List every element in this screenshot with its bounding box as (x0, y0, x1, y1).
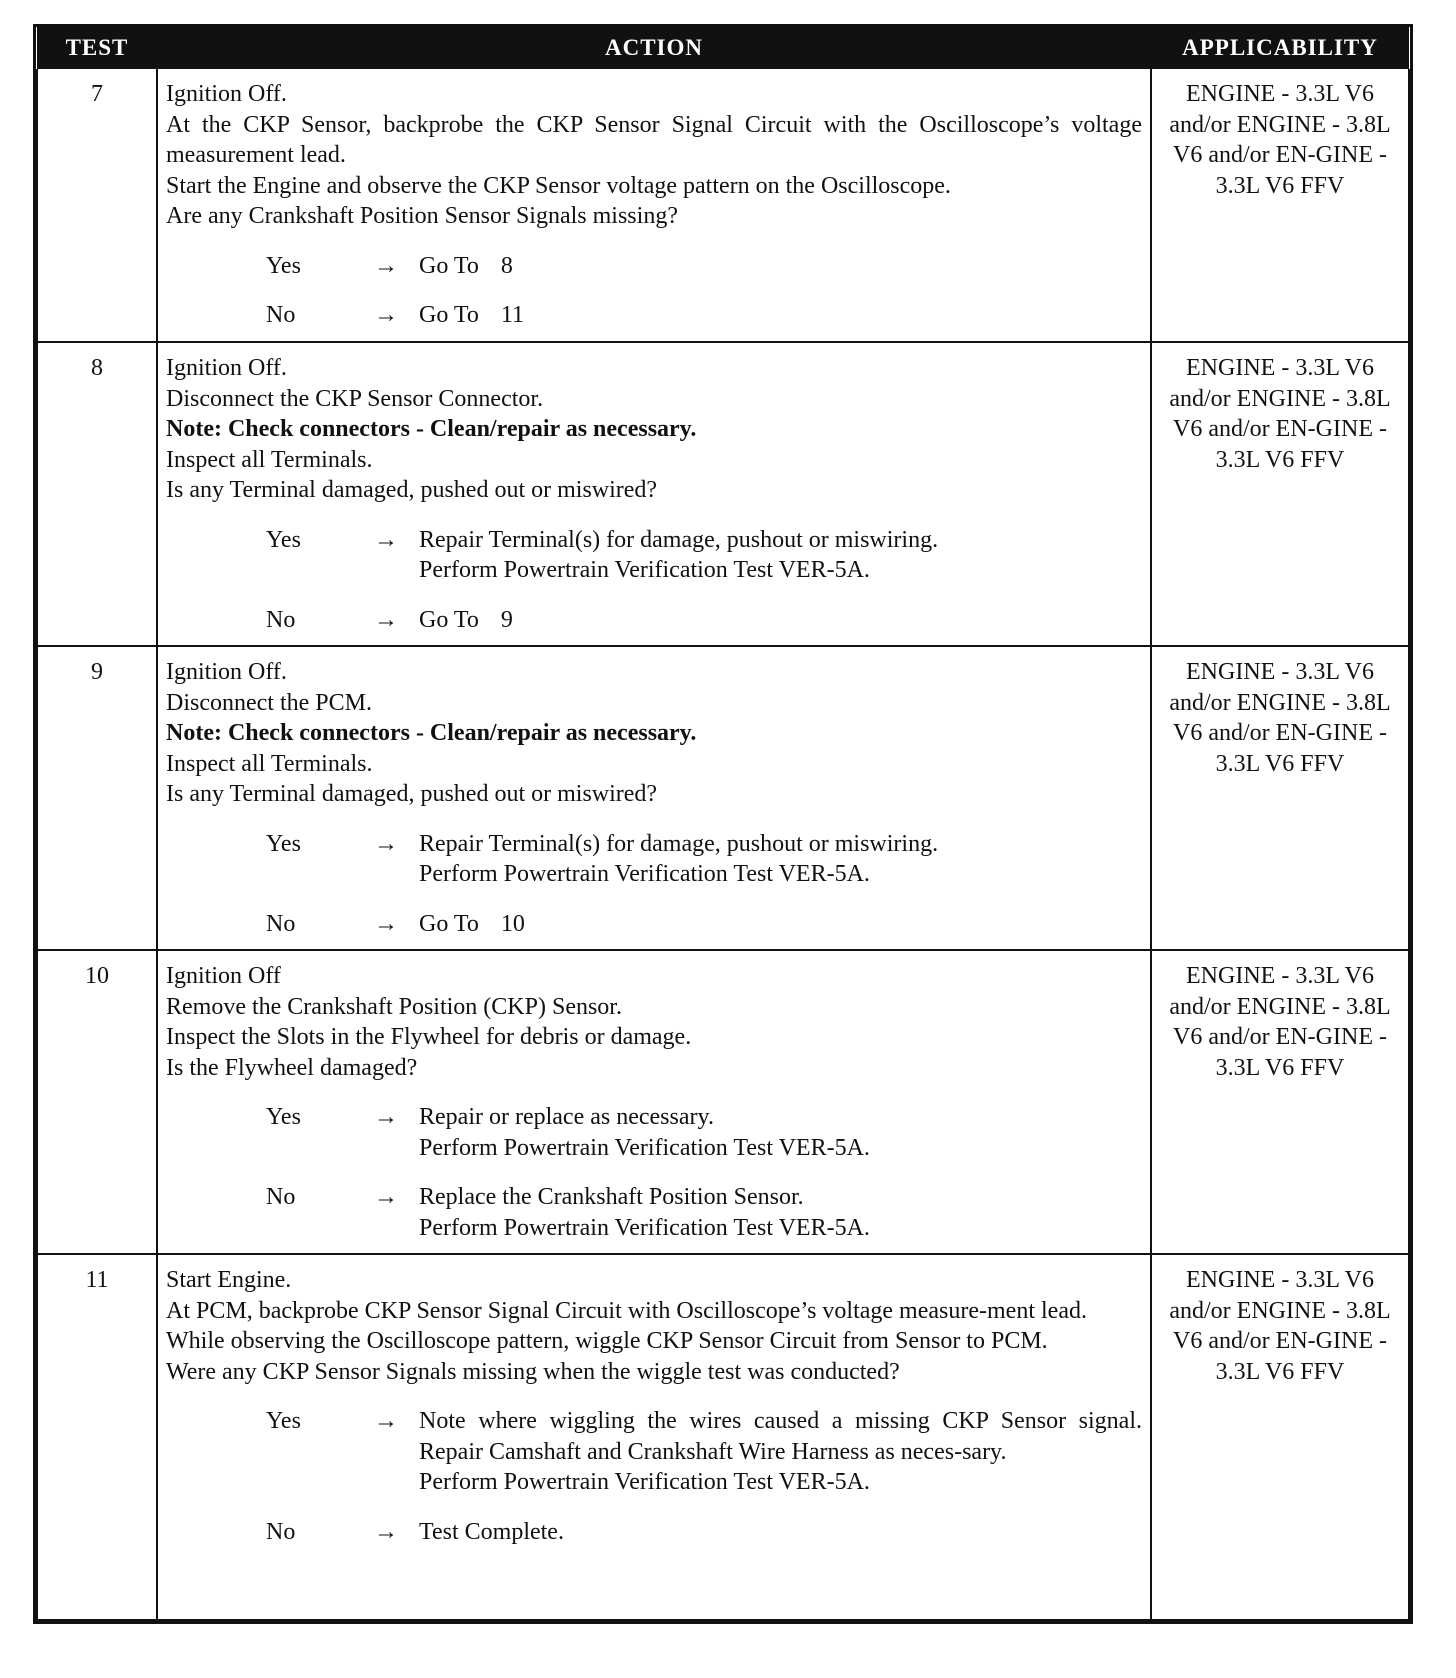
action-note: Note: Check connectors - Clean/repair as necessary. (166, 416, 697, 442)
action-step: Ignition Off (166, 963, 281, 989)
action-step: Inspect the Slots in the Flywheel for debris or damage. (166, 1024, 692, 1050)
no-result (419, 1517, 1142, 1548)
action-note: Note: Check connectors - Clean/repair as necessary. (166, 720, 697, 746)
action-cell (157, 342, 1151, 646)
action-step: Disconnect the PCM. (166, 689, 372, 716)
arrow-icon: → (374, 1518, 398, 1545)
result-line: Repair or replace as necessary. (419, 1104, 714, 1130)
applicability-cell: ENGINE - 3.3L V6 and/or ENGINE - 3.8L V6 and/or EN-GINE - 3.3L V6 FFV (1151, 950, 1409, 1254)
no-label: No (266, 1184, 296, 1210)
goto-target: 8 (500, 252, 513, 279)
applicability-cell: ENGINE - 3.3L V6 and/or ENGINE - 3.8L V6 and/or EN-GINE - 3.3L V6 FFV (1151, 1254, 1409, 1620)
arrow-icon: → (374, 302, 398, 328)
goto-target: 11 (500, 302, 524, 328)
no-outcome (166, 300, 1142, 331)
no-label: No (266, 606, 296, 633)
goto-text: Go To (419, 302, 479, 328)
yes-outcome (166, 1102, 1142, 1163)
header-test: TEST (37, 27, 157, 69)
arrow-icon: → (374, 526, 398, 553)
yes-result (419, 1102, 1142, 1163)
action-step: Disconnect the CKP Sensor Connector. (166, 385, 544, 412)
table-row (37, 69, 1409, 342)
result-line: Perform Powertrain Verification Test VER-5A. (419, 557, 870, 583)
goto-target: 9 (500, 606, 513, 633)
no-label: No (266, 1518, 296, 1545)
no-result (419, 909, 1142, 940)
yes-result (419, 829, 1142, 890)
no-result (419, 605, 1142, 636)
action-step: At the CKP Sensor, backprobe the CKP Sensor Signal Circuit with the Oscilloscope’s voltage measurement lead. (166, 111, 1148, 168)
action-step: Ignition Off. (166, 659, 287, 685)
no-result (419, 300, 1142, 331)
action-step: Is any Terminal damaged, pushed out or miswired? (166, 781, 658, 807)
goto-text: Go To (419, 910, 479, 937)
result-line: Test Complete. (419, 1518, 564, 1545)
action-step: Ignition Off. (166, 355, 287, 381)
yes-result (419, 1406, 1148, 1498)
result-line: Perform Powertrain Verification Test VER-5A. (419, 1469, 870, 1495)
arrow-icon: → (374, 1104, 398, 1130)
action-step: At PCM, backprobe CKP Sensor Signal Circuit with Oscilloscope’s voltage measure-ment lead. (166, 1297, 1087, 1324)
arrow-icon: → (374, 1408, 398, 1434)
applicability-cell: ENGINE - 3.3L V6 and/or ENGINE - 3.8L V6 and/or EN-GINE - 3.3L V6 FFV (1151, 646, 1409, 950)
arrow-icon: → (374, 606, 398, 633)
yes-result (419, 525, 1142, 586)
action-step: Is any Terminal damaged, pushed out or miswired? (166, 477, 658, 503)
yes-label: Yes (266, 526, 301, 553)
yes-outcome (166, 251, 1142, 282)
applicability-cell: ENGINE - 3.3L V6 and/or ENGINE - 3.8L V6 and/or EN-GINE - 3.3L V6 FFV (1151, 342, 1409, 646)
result-line: Perform Powertrain Verification Test VER-5A. (419, 861, 870, 887)
yes-label: Yes (266, 252, 301, 279)
table-row (37, 342, 1409, 646)
goto-target: 10 (500, 910, 525, 937)
action-step: Is the Flywheel damaged? (166, 1054, 418, 1081)
action-step: Start the Engine and observe the CKP Sensor voltage pattern on the Oscilloscope. (166, 172, 951, 199)
action-step: Were any CKP Sensor Signals missing when the wiggle test was conducted? (166, 1358, 900, 1385)
action-step: Remove the Crankshaft Position (CKP) Sensor. (166, 993, 622, 1020)
action-step: Inspect all Terminals. (166, 750, 373, 777)
yes-result (419, 251, 1142, 282)
yes-outcome (166, 829, 1142, 890)
action-step: Inspect all Terminals. (166, 446, 373, 473)
table-row (37, 1254, 1409, 1620)
arrow-icon: → (374, 1184, 398, 1210)
arrow-icon: → (374, 910, 398, 937)
no-outcome (166, 1182, 1142, 1243)
arrow-icon: → (374, 252, 398, 279)
test-number: 7 (37, 69, 157, 342)
result-line: Note where wiggling the wires caused a missing CKP Sensor signal. Repair Camshaft and Crankshaft Wire Harness as neces-sary. (419, 1408, 1148, 1465)
applicability-cell: ENGINE - 3.3L V6 and/or ENGINE - 3.8L V6 and/or EN-GINE - 3.3L V6 FFV (1151, 69, 1409, 342)
result-line: Repair Terminal(s) for damage, pushout or miswiring. (419, 526, 939, 553)
table-row (37, 646, 1409, 950)
yes-label: Yes (266, 1408, 301, 1434)
table-header-row (37, 27, 1409, 69)
action-step: Start Engine. (166, 1267, 292, 1293)
arrow-icon: → (374, 830, 398, 857)
result-line: Replace the Crankshaft Position Sensor. (419, 1184, 804, 1210)
action-cell (157, 69, 1151, 342)
yes-label: Yes (266, 1104, 301, 1130)
header-action: ACTION (157, 27, 1151, 69)
action-cell (157, 1254, 1151, 1620)
test-number: 9 (37, 646, 157, 950)
yes-outcome (166, 525, 1142, 586)
yes-label: Yes (266, 830, 301, 857)
no-outcome (166, 605, 1142, 636)
result-line: Perform Powertrain Verification Test VER-5A. (419, 1214, 870, 1241)
result-line: Perform Powertrain Verification Test VER-5A. (419, 1134, 870, 1161)
action-cell (157, 950, 1151, 1254)
no-outcome (166, 909, 1142, 940)
no-label: No (266, 302, 296, 328)
action-step: Ignition Off. (166, 81, 287, 107)
goto-text: Go To (419, 606, 479, 633)
action-cell (157, 646, 1151, 950)
action-step: While observing the Oscilloscope pattern, wiggle CKP Sensor Circuit from Sensor to PCM. (166, 1328, 1048, 1354)
test-number: 10 (37, 950, 157, 1254)
goto-text: Go To (419, 252, 479, 279)
result-line: Repair Terminal(s) for damage, pushout or miswiring. (419, 830, 939, 857)
no-result (419, 1182, 1142, 1243)
no-outcome (166, 1517, 1142, 1548)
diagnostic-table (33, 24, 1413, 1624)
yes-outcome (166, 1406, 1148, 1498)
action-step: Are any Crankshaft Position Sensor Signals missing? (166, 203, 678, 229)
table-row (37, 950, 1409, 1254)
test-number: 8 (37, 342, 157, 646)
test-number: 11 (37, 1254, 157, 1620)
no-label: No (266, 910, 296, 937)
header-applicability: APPLICABILITY (1151, 27, 1409, 69)
